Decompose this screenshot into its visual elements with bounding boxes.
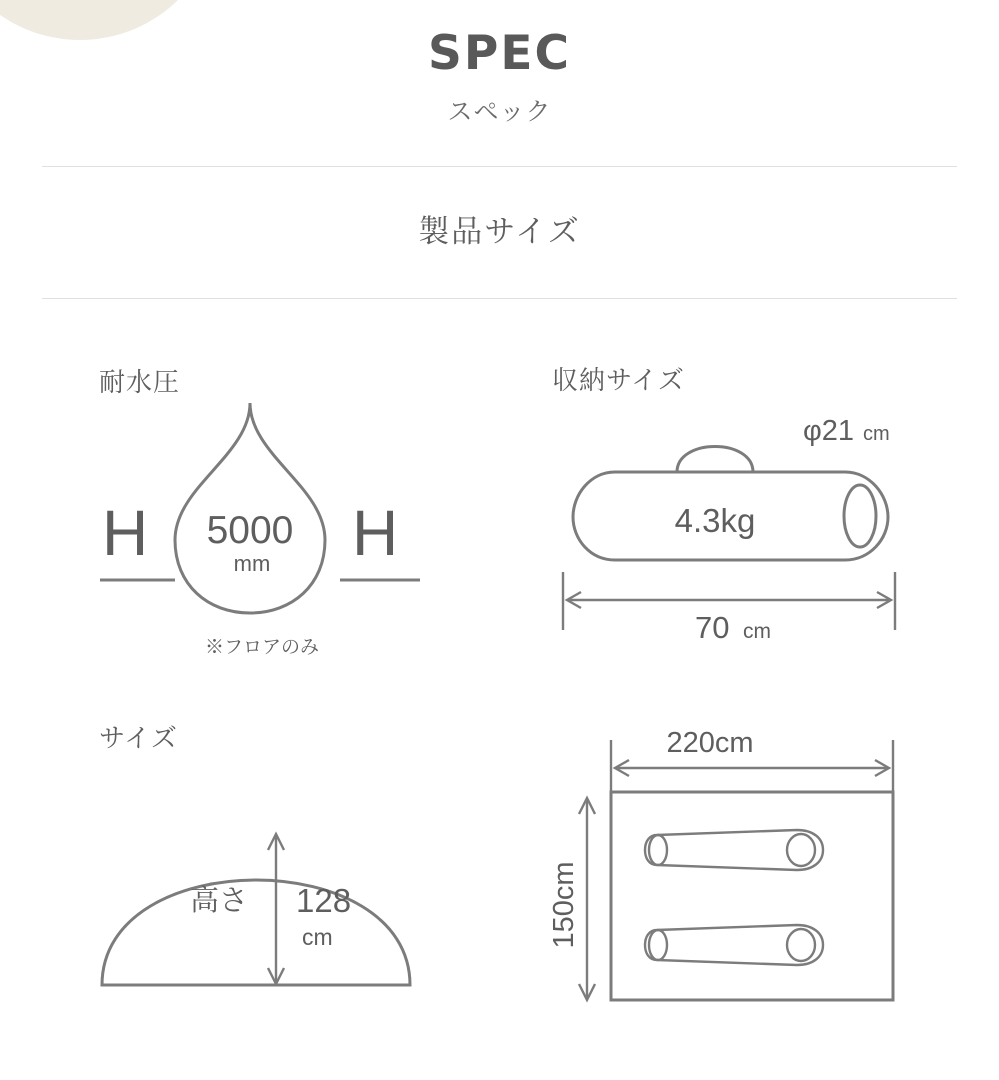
packed-weight: 4.3kg bbox=[674, 502, 756, 539]
page-title: SPEC bbox=[428, 26, 571, 81]
size-figure bbox=[80, 790, 480, 1020]
sleeping-bag-bottom-head bbox=[787, 929, 815, 961]
floor-depth-value: 150cm bbox=[548, 861, 580, 949]
floor-plan-icon bbox=[611, 792, 893, 1000]
packed-length-unit: cm bbox=[743, 620, 771, 643]
sleeping-bag-top-head bbox=[787, 834, 815, 866]
h-left: H bbox=[102, 497, 149, 569]
page-subtitle: スペック bbox=[447, 98, 552, 126]
sack-handle bbox=[677, 447, 753, 473]
floor-plan-figure bbox=[545, 720, 965, 1040]
packed-diameter-unit: cm bbox=[863, 423, 890, 445]
sleeping-bag-bottom-foot bbox=[649, 930, 667, 960]
water-resistance-value: 5000 bbox=[206, 509, 294, 552]
divider-bottom bbox=[42, 298, 957, 299]
h-right: H bbox=[352, 497, 399, 569]
size-label: サイズ bbox=[99, 723, 178, 753]
water-resistance-unit: mm bbox=[233, 551, 271, 576]
height-unit: cm bbox=[302, 924, 333, 950]
water-resistance-note: ※フロアのみ bbox=[204, 637, 320, 658]
divider-top bbox=[42, 166, 957, 167]
water-resistance-label: 耐水圧 bbox=[99, 367, 181, 397]
height-label: 高さ bbox=[190, 885, 249, 917]
packed-diameter: φ21 bbox=[803, 415, 855, 447]
packed-length: 70 bbox=[695, 610, 730, 645]
sleeping-bag-top-foot bbox=[649, 835, 667, 865]
water-drop-icon bbox=[175, 403, 325, 613]
packed-size-label: 収納サイズ bbox=[552, 365, 685, 395]
floor-width-value: 220cm bbox=[666, 727, 754, 759]
water-resistance-figure bbox=[80, 395, 460, 665]
section-title: 製品サイズ bbox=[418, 214, 581, 249]
packed-size-figure bbox=[545, 400, 945, 650]
tent-profile-icon bbox=[102, 880, 410, 985]
height-value: 128 bbox=[296, 882, 352, 919]
sack-end-ellipse bbox=[844, 485, 876, 547]
